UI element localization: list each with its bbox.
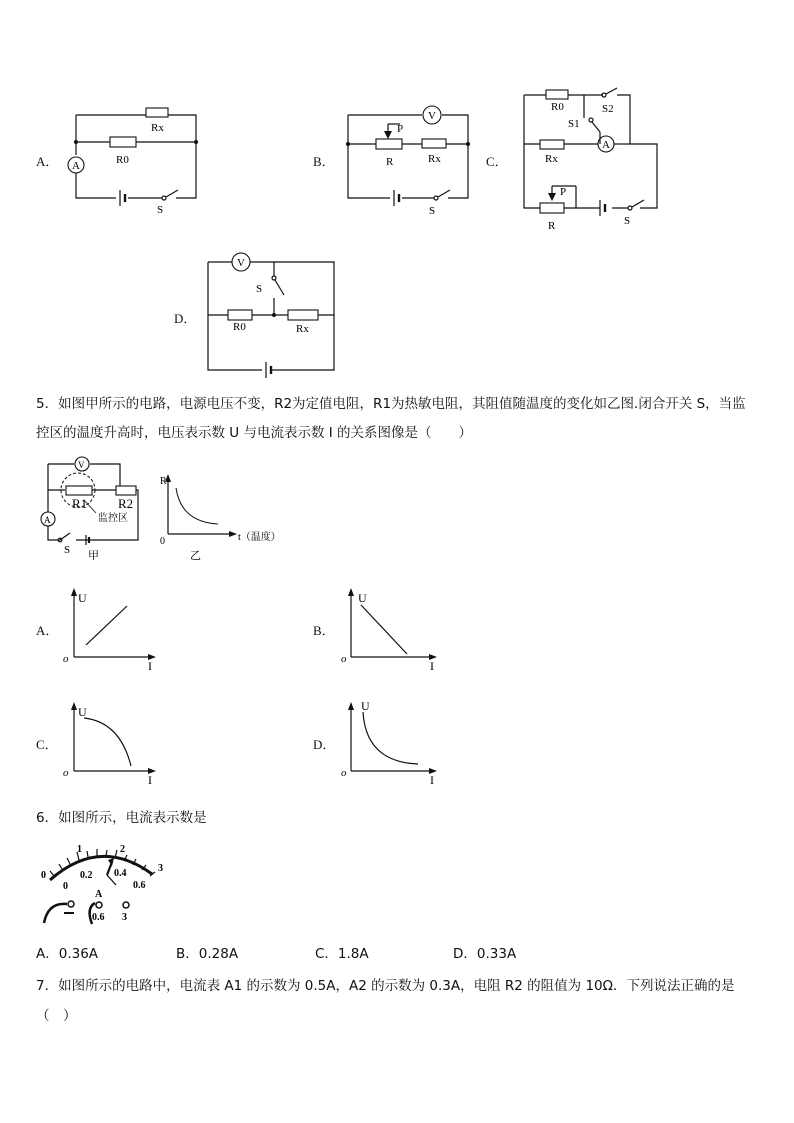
q5b-y: U — [358, 591, 367, 605]
q6-outer-tick-0: 0 — [41, 870, 46, 881]
q5-stem-line1: 5．如图甲所示的电路，电源电压不变，R2为定值电阻，R1为热敏电阻，其阻值随温度的变化如乙图.闭合开关 S，当监 — [36, 396, 746, 412]
q6-choice-d: D．0.33A — [453, 946, 517, 962]
q4b-slider-label: P — [397, 123, 404, 135]
q7-stem-line1: 7．如图所示的电路中，电流表 A1 的示数为 0.5A，A2 的示数为 0.3A，电阻 R2 的阻值为 10Ω．下列说法正确的是 — [36, 978, 735, 994]
q5d-y: U — [361, 699, 370, 713]
q4d-rx-label: Rx — [296, 323, 309, 335]
q5c-x: I — [148, 773, 152, 787]
q4d-switch-label: S — [256, 283, 263, 295]
q5-jia-r1-label: R1 — [72, 496, 88, 511]
q4c-ammeter-label: A — [602, 139, 610, 151]
q4-option-a-label: A． — [36, 154, 59, 169]
q6-choice-b: B．0.28A — [176, 946, 239, 962]
q5-jia-r2-label: R2 — [118, 496, 134, 511]
q4b-voltmeter-label: V — [428, 110, 436, 122]
q6-unit: A — [95, 889, 103, 900]
q6-outer-tick-2: 2 — [120, 844, 125, 855]
q5c-o: o — [63, 767, 69, 779]
q5-option-d-label: D． — [313, 737, 336, 752]
q4a-ammeter-label: A — [72, 160, 80, 172]
q4b-rx-label: Rx — [428, 153, 441, 165]
q5-option-a-label: A． — [36, 623, 59, 638]
q6-inner-tick-2: 0.4 — [114, 868, 127, 879]
q6-outer-tick-3: 3 — [158, 863, 163, 874]
q5-jia-monitor-label: 监控区 — [98, 513, 128, 524]
q4c-slider-label: P — [560, 186, 567, 198]
q5a-o: o — [63, 653, 69, 665]
q5-yi-y-axis: R — [160, 476, 167, 487]
q4c-rheostat-label: R — [548, 220, 556, 232]
q4b-switch-label: S — [429, 205, 436, 217]
q5-yi-origin: 0 — [160, 536, 165, 547]
q5-option-c-label: C． — [36, 737, 58, 752]
q5a-x: I — [148, 659, 152, 673]
q5d-o: o — [341, 767, 347, 779]
q6-inner-tick-3: 0.6 — [133, 880, 146, 891]
q6-inner-tick-0: 0 — [63, 881, 68, 892]
q4d-voltmeter-label: V — [237, 257, 245, 269]
q5-jia-switch-label: S — [64, 544, 71, 556]
q4-option-d-label: D． — [174, 311, 197, 326]
q6-terminal-3: 3 — [122, 912, 127, 923]
q4a-r0-label: R0 — [116, 154, 129, 166]
q4a-switch-label: S — [157, 204, 164, 216]
q5-yi-x-axis: t（温度） — [238, 532, 281, 543]
q4c-switch-label: S — [624, 215, 631, 227]
q4-option-c-label: C． — [486, 154, 508, 169]
q6-inner-tick-1: 0.2 — [80, 870, 93, 881]
q5a-y: U — [78, 591, 87, 605]
q5d-x: I — [430, 773, 434, 787]
q5-jia-voltmeter-label: V — [78, 460, 85, 470]
q4c-rx-label: Rx — [545, 153, 558, 165]
q6-choice-c: C．1.8A — [315, 946, 369, 962]
q5-yi-caption: 乙 — [190, 550, 201, 562]
q4d-r0-label: R0 — [233, 321, 246, 333]
q4c-r0-label: R0 — [551, 101, 564, 113]
q4c-s2-label: S2 — [602, 103, 614, 115]
q7-stem-line2: （ ） — [36, 1008, 77, 1024]
q5-option-b-label: B． — [313, 623, 335, 638]
q4-option-b-label: B． — [313, 154, 335, 169]
q6-outer-tick-1: 1 — [77, 844, 82, 855]
q5-jia-ammeter-label: A — [44, 515, 51, 525]
q6-stem: 6．如图所示，电流表示数是 — [36, 810, 207, 826]
q4c-s1-label: S1 — [568, 118, 580, 130]
q4b-rheostat-label: R — [386, 156, 394, 168]
q4a-rx-label: Rx — [151, 122, 164, 134]
q5b-x: I — [430, 659, 434, 673]
q6-terminal-0.6: 0.6 — [92, 912, 105, 923]
q5c-y: U — [78, 705, 87, 719]
q5-jia-caption: 甲 — [88, 550, 99, 562]
q6-choice-a: A．0.36A — [36, 946, 99, 962]
q5b-o: o — [341, 653, 347, 665]
q5-stem-line2: 控区的温度升高时，电压表示数 U 与电流表示数 I 的关系图像是（ ） — [36, 425, 473, 441]
